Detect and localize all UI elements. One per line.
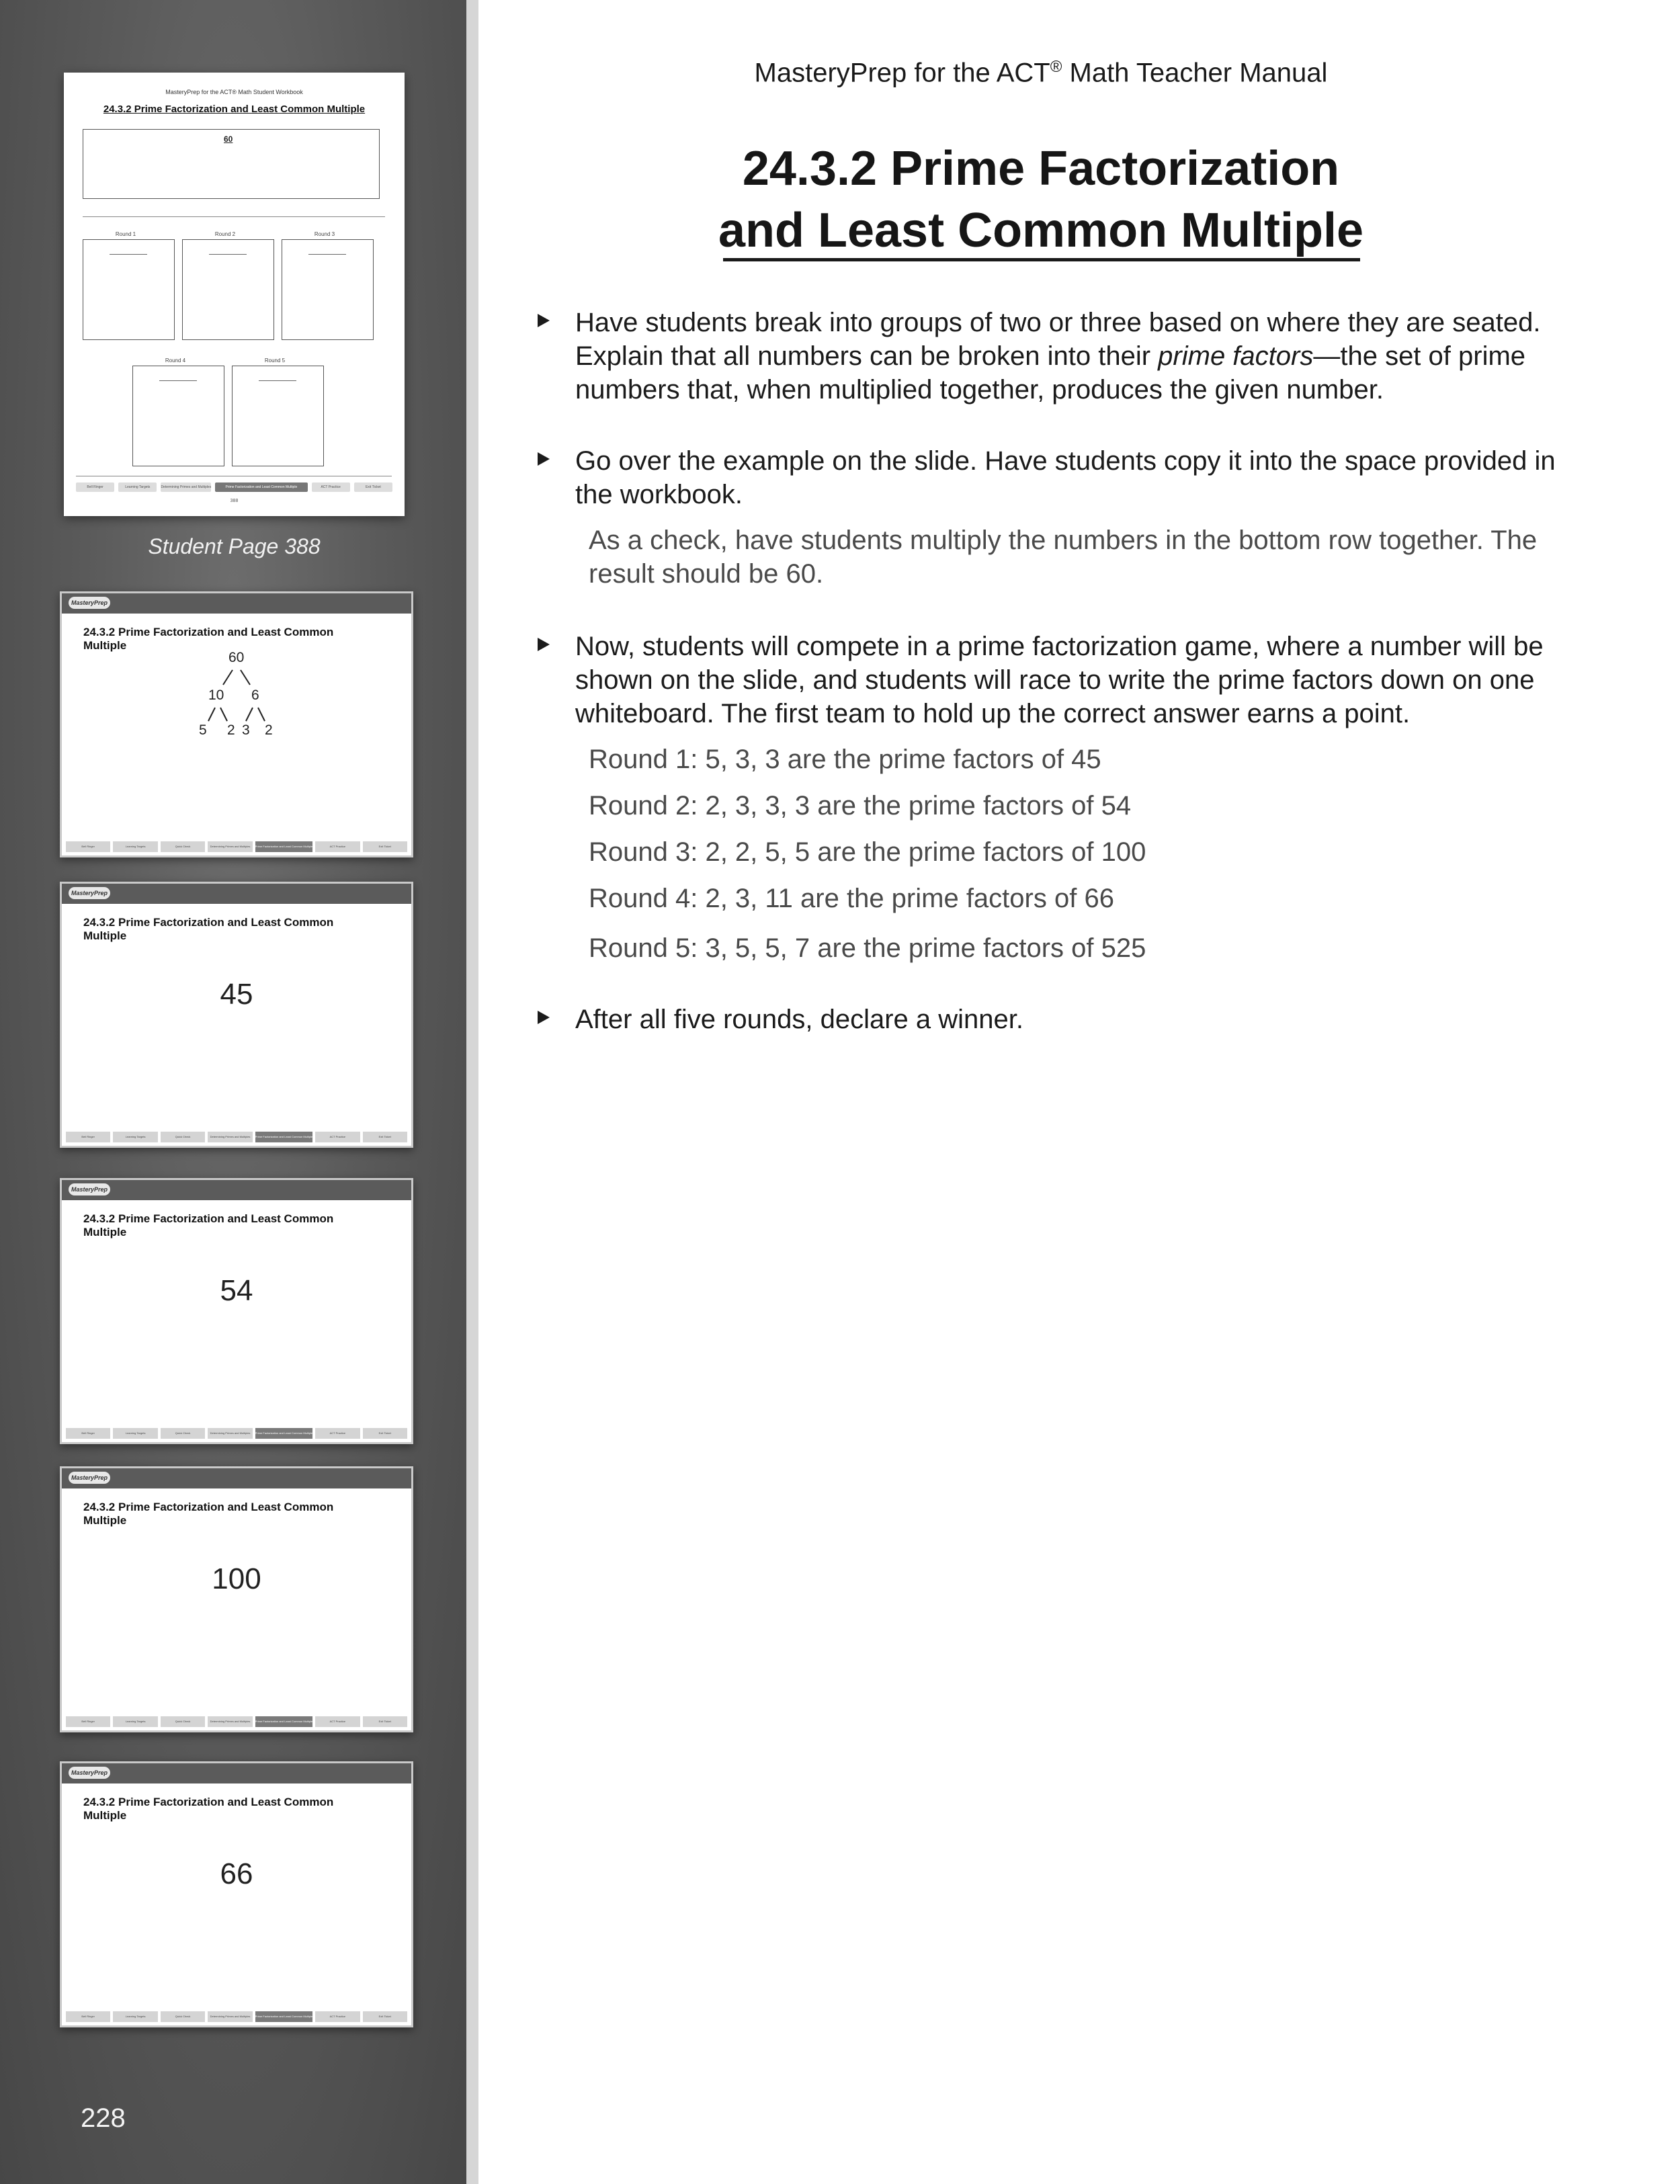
footer-tab: Learning Targets [113,841,157,852]
round-label: Round 5 [264,358,286,364]
round-answer: Round 4: 2, 3, 11 are the prime factors of 66 [589,884,1114,913]
slide-thumbnail[interactable] [60,1466,413,1732]
footer-tab: ACT Practice [315,841,360,852]
answer-blank [110,254,147,255]
footer-tab: ACT Practice [315,1716,360,1727]
student-page-thumbnail[interactable] [64,73,405,516]
footer-tab: Learning Targets [113,1132,157,1142]
slide-thumbnail[interactable] [60,1761,413,2027]
masteryprep-logo: MasteryPrep [69,1767,110,1779]
footer-tab-active: Prime Factorization and Least Common Multiple [255,1428,312,1439]
running-head-text: Math Teacher Manual [1062,58,1328,88]
footer-tab: Bell Ringer [76,482,114,492]
sidebar [0,0,466,2184]
round-label: Round 4 [165,358,186,364]
footer-tab: Quick Check [161,1428,205,1439]
footer-tab: Determining Primes and Multiples [161,482,211,492]
footer-tab: ACT Practice [315,1132,360,1142]
factor-tree [183,650,290,751]
footer-tab: Exit Ticket [363,2011,407,2022]
slide-header-bar [62,1468,411,1488]
footer-tab-active: Prime Factorization and Least Common Multiple [255,841,312,852]
page-number: 228 [81,2103,126,2133]
round-answer: Round 5: 3, 5, 5, 7 are the prime factors of 525 [589,933,1146,963]
emphasis-term: prime factors [1158,341,1314,371]
bullet-text: —the set of prime numbers that, when multiplied together, produces the given number. [575,341,1526,405]
footer-tab: Bell Ringer [66,1716,110,1727]
answer-blank [308,254,346,255]
footer-tab: Exit Ticket [363,1132,407,1142]
tree-leaf: 2 [265,722,273,738]
slide-footer-tabs [66,1428,407,1439]
student-page-footer-tabs [76,482,392,492]
footer-tab: Determining Primes and Multiples [208,1132,252,1142]
instructions [538,306,1559,1036]
footer-tab: Quick Check [161,1132,205,1142]
footer-tab: Quick Check [161,2011,205,2022]
footer-tab: Exit Ticket [354,482,392,492]
bullet-text: After all five rounds, declare a winner. [575,1005,1024,1034]
student-page-title: 24.3.2 Prime Factorization and Least Common Multiple [103,103,366,115]
slide-title: 24.3.2 Prime Factorization and Least Common Multiple [83,626,334,652]
slide-number: 66 [220,1857,253,1890]
masteryprep-logo: MasteryPrep [69,887,110,899]
slide-number: 45 [220,978,253,1011]
footer-tab-active: Prime Factorization and Least Common Multiple [255,1716,312,1727]
bullet-text: Now, students will compete in a prime factorization game, where a number will be shown on the slide, and students will race to write the prime factors down on one whiteboard. The first team to hold up the correct answer earns a point. [575,632,1544,728]
footer-tab: ACT Practice [312,482,350,492]
round-label: Round 2 [214,231,236,237]
footer-tab: Bell Ringer [66,1428,110,1439]
slide-title: 24.3.2 Prime Factorization and Least Common Multiple [83,1212,334,1238]
footer-tab: Exit Ticket [363,1428,407,1439]
slide-number: 54 [220,1274,253,1307]
triangle-bullet-icon [538,1011,550,1024]
running-head [478,58,1603,88]
slide-thumbnail[interactable] [60,591,413,857]
divider-line [83,216,385,217]
example-number: 60 [224,134,233,144]
running-head-text: MasteryPrep for the ACT [754,58,1050,88]
instruction-bullet [538,306,1559,407]
tree-node: 10 [208,687,224,703]
teacher-note: As a check, have students multiply the numbers in the bottom row together. The result should be 60. [589,526,1538,589]
round-answer: Round 2: 2, 3, 3, 3 are the prime factors of 54 [589,791,1132,821]
footer-tab-active: Prime Factorization and Least Common Multiple [255,2011,312,2022]
answer-blank [159,380,197,381]
slide-footer-tabs [66,2011,407,2022]
title-underline [723,258,1360,261]
tree-leaf: 2 [227,722,235,738]
footer-tab: Quick Check [161,1716,205,1727]
round-label: Round 1 [115,231,136,237]
masteryprep-logo: MasteryPrep [69,1183,110,1195]
round-answer: Round 1: 5, 3, 3 are the prime factors of 45 [589,745,1101,774]
slide-thumbnail[interactable] [60,882,413,1148]
slide-title: 24.3.2 Prime Factorization and Least Common Multiple [83,1501,334,1527]
page-title [478,138,1603,261]
round-label: Round 3 [314,231,335,237]
footer-tab: Exit Ticket [363,1716,407,1727]
triangle-bullet-icon [538,314,550,327]
footer-tab: Bell Ringer [66,841,110,852]
masteryprep-logo: MasteryPrep [69,1472,110,1484]
footer-tab: Determining Primes and Multiples [208,1716,252,1727]
slide-thumbnail[interactable] [60,1178,413,1444]
instruction-bullet [538,444,1559,511]
answer-blank [259,380,296,381]
footer-tab: Learning Targets [113,1428,157,1439]
instruction-bullet [538,1003,1559,1036]
slide-footer-tabs [66,1716,407,1727]
footer-tab: Determining Primes and Multiples [208,2011,252,2022]
slide-number: 100 [212,1562,261,1595]
footer-tab: Exit Ticket [363,841,407,852]
bullet-text: Have students break into groups of two or three based on where they are seated. Explain that all numbers can be broken into their [575,308,1541,371]
footer-tab: Bell Ringer [66,1132,110,1142]
footer-tab-active: Prime Factorization and Least Common Multiple [255,1132,312,1142]
tree-root: 60 [228,650,245,665]
footer-tab: Determining Primes and Multiples [208,841,252,852]
slide-footer-tabs [66,841,407,852]
slide-header-bar [62,884,411,904]
tree-leaf: 3 [242,722,250,738]
footer-tab-active: Prime Factorization and Least Common Multiple [215,482,307,492]
student-page-header: MasteryPrep for the ACT® Math Student Workbook [165,89,303,95]
page-title-line: 24.3.2 Prime Factorization [742,142,1340,196]
slide-title: 24.3.2 Prime Factorization and Least Common Multiple [83,1796,334,1822]
answer-blank [209,254,247,255]
footer-tab: Learning Targets [113,2011,157,2022]
student-page-number: 388 [230,499,239,503]
slide-header-bar [62,1180,411,1200]
slide-header-bar [62,1763,411,1783]
masteryprep-logo: MasteryPrep [69,597,110,609]
footer-tab: Learning Targets [113,1716,157,1727]
triangle-bullet-icon [538,638,550,651]
slide-footer-tabs [66,1132,407,1142]
slide-header-bar [62,593,411,614]
tree-node: 6 [251,687,259,703]
footer-tab: Learning Targets [118,482,157,492]
instruction-bullet [538,630,1559,730]
gutter-divider [466,0,478,2184]
page-title-line: and Least Common Multiple [718,204,1364,257]
bullet-text: Go over the example on the slide. Have students copy it into the space provided in the workbook. [575,446,1556,509]
tree-leaf: 5 [199,722,207,738]
round-answer: Round 3: 2, 2, 5, 5 are the prime factors of 100 [589,837,1146,867]
registered-mark: ® [1050,58,1062,76]
student-page-caption: Student Page 388 [148,534,321,558]
footer-tab: ACT Practice [315,1428,360,1439]
footer-tab: Bell Ringer [66,2011,110,2022]
footer-tab: Quick Check [161,841,205,852]
triangle-bullet-icon [538,452,550,466]
footer-tab: Determining Primes and Multiples [208,1428,252,1439]
slide-title: 24.3.2 Prime Factorization and Least Common Multiple [83,916,334,942]
footer-tab: ACT Practice [315,2011,360,2022]
